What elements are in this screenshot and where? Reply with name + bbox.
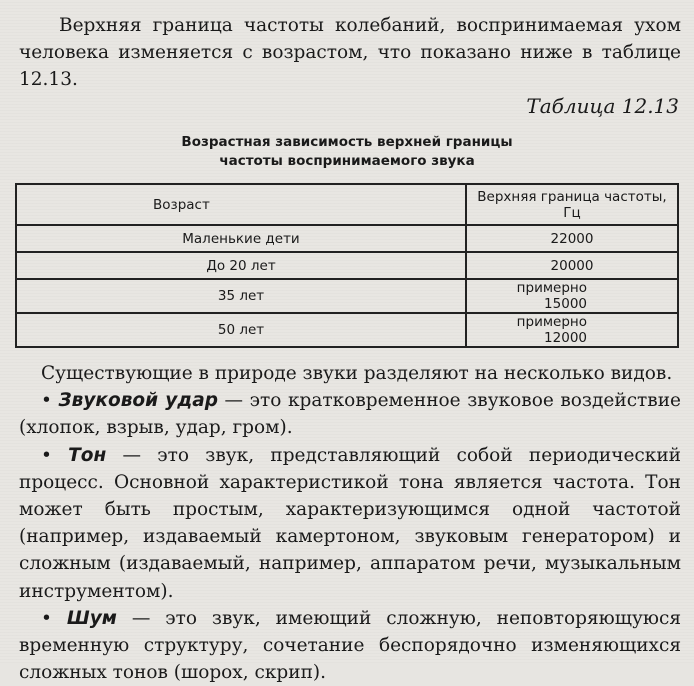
bullet-sound-impact [19,387,681,441]
table-row [16,252,678,279]
cell-age: До 20 лет [16,252,466,279]
intro-text: Верхняя граница частоты колебаний, воспринимаемая ухом человека изменяется с возрастом, что показано ниже в таблице 12.13. [19,15,681,90]
intro-paragraph [19,12,681,93]
table-label: Таблица 12.13 [526,94,679,118]
definition-tone: — это звук, представляющий собой периодический процесс. Основной характеристикой тона является частота. Тон может быть простым, характеризующимся одной частотой (например, издаваемый камертоном, звуковым генератором) и сложным (издаваемый, например, аппаратом речи, музыкальным инструментом). [19,444,681,602]
cell-age: Маленькие дети [16,225,466,252]
header-age: Возраст [16,184,466,225]
table-row [16,313,678,347]
bullet-marker: • [41,607,52,629]
table-title-text: Возрастная зависимость верхней границы частоты воспринимаемого звука [181,134,513,169]
bullet-marker: • [41,444,52,466]
term-sound-impact: Звуковой удар [58,390,218,412]
cell-frequency: примерно 12000 [466,313,678,347]
term-noise: Шум [66,607,117,629]
term-tone: Тон [68,444,107,466]
table-title [0,133,694,171]
age-frequency-table [15,183,679,348]
bullet-tone [19,442,681,605]
cell-age: 35 лет [16,279,466,313]
cell-frequency: 20000 [466,252,678,279]
definition-sound-impact: — это кратковременное звуковое воздействие (хлопок, взрыв, удар, гром). [19,390,681,439]
bullet-marker: • [41,390,52,412]
cell-frequency: примерно 15000 [466,279,678,313]
cell-age: 50 лет [16,313,466,347]
table-row [16,279,678,313]
cell-frequency: 22000 [466,225,678,252]
lead-paragraph: Существующие в природе звуки разделяют на несколько видов. [41,363,673,384]
table-row [16,225,678,252]
definition-noise: — это звук, имеющий сложную, неповторяющуюся временную структуру, сочетание беспорядочно изменяющихся сложных тонов (шорох, скрип). [19,607,681,684]
table-header-row [16,184,678,225]
header-frequency: Верхняя граница частоты, Гц [466,184,678,225]
bullet-noise [19,605,681,686]
body-text [19,360,681,686]
